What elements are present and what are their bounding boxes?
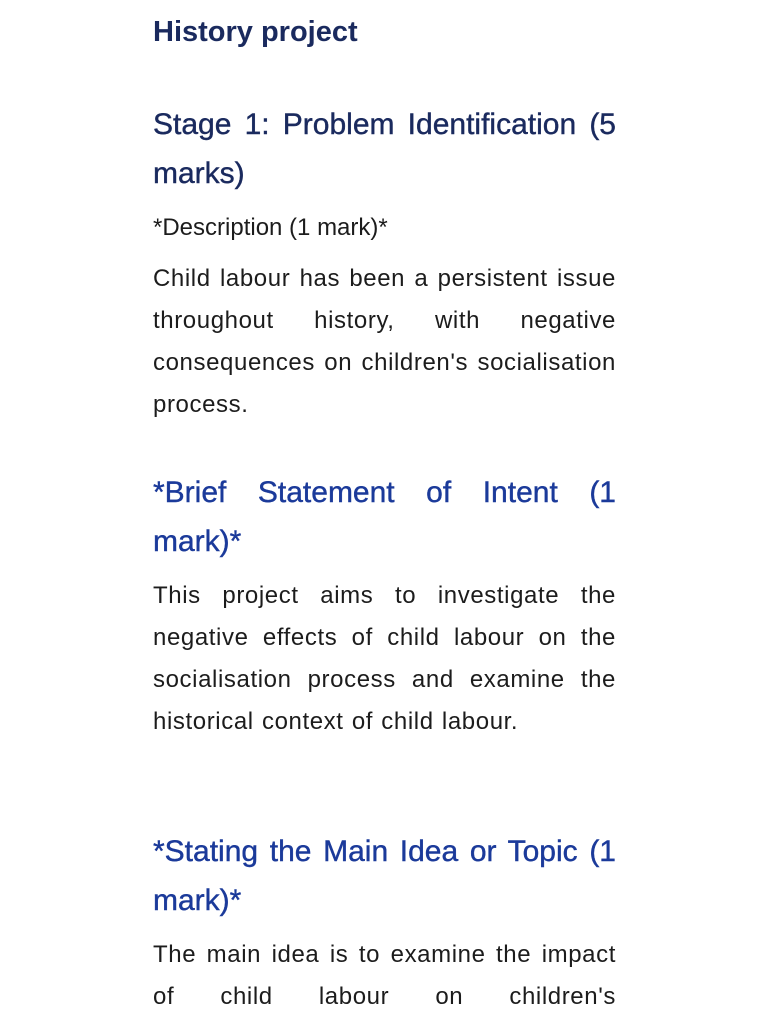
intent-heading: *Brief Statement of Intent (1 mark)*	[153, 476, 616, 558]
document-title: History project	[153, 16, 358, 48]
stage-heading: Stage 1: Problem Identification (5 marks)	[153, 108, 616, 190]
description-paragraph: Child labour has been a persistent issue throughout history, with negative consequences on children's socialisation process.	[153, 265, 616, 418]
intent-paragraph: This project aims to investigate the negative effects of child labour on the socialisation process and examine the historical context of child labour.	[153, 582, 616, 735]
description-label: *Description (1 mark)*	[153, 214, 388, 241]
main-idea-paragraph: The main idea is to examine the impact of child labour on children's	[153, 941, 616, 1010]
main-idea-heading: *Stating the Main Idea or Topic (1 mark)*	[153, 835, 616, 917]
